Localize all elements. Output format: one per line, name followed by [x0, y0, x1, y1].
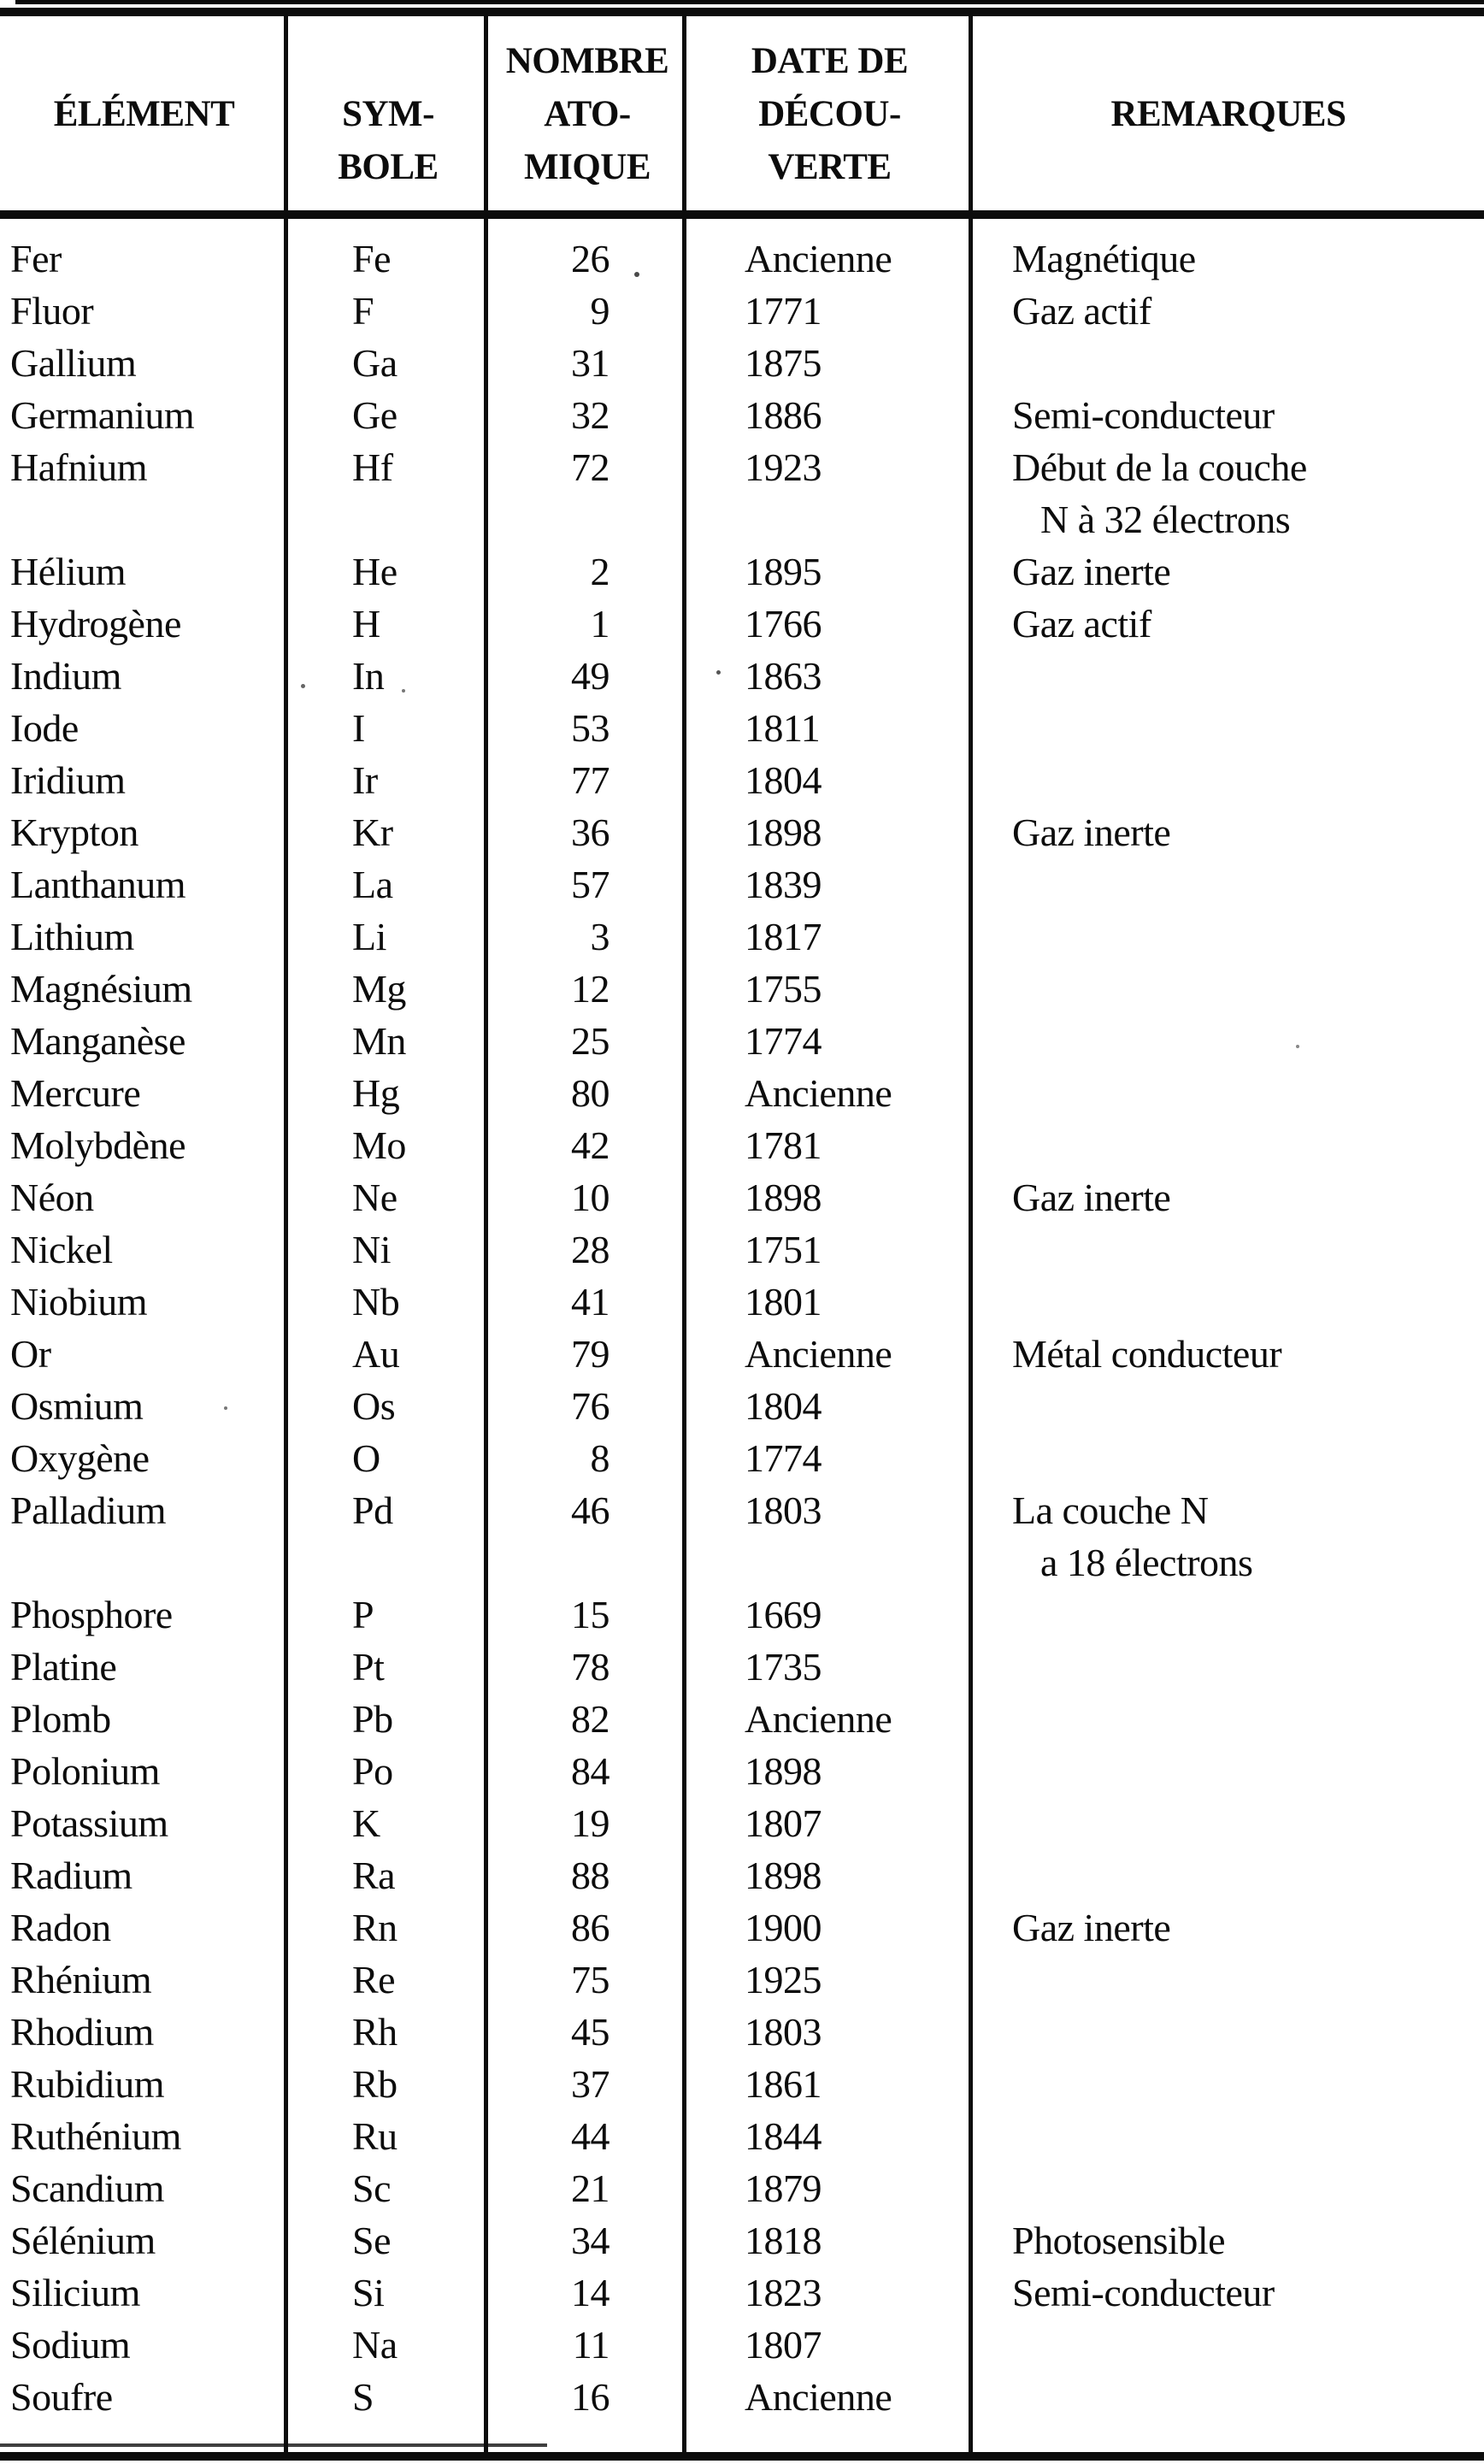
- table-row: [0, 1901, 1484, 1954]
- remarks-cell: [973, 598, 1484, 650]
- scan-speck: [301, 684, 305, 688]
- element-name-cell: Ruthénium: [10, 2114, 181, 2158]
- atomic-number-cell: 26: [571, 237, 610, 280]
- discovery-date-cell: 1823: [745, 2271, 822, 2314]
- symbol-cell: In: [352, 654, 385, 698]
- discovery-date-cell: 1781: [745, 1123, 822, 1167]
- scan-speck: [402, 689, 405, 693]
- atomic-number-cell: 28: [571, 1228, 610, 1271]
- atomic-number-cell: 45: [571, 2010, 610, 2054]
- symbol-cell: Ir: [352, 758, 378, 802]
- remark-line: Gaz actif: [1012, 602, 1151, 645]
- symbol-cell: Hf: [352, 445, 393, 489]
- discovery-date-cell: Ancienne: [745, 1332, 892, 1376]
- remarks-cell: [973, 2319, 1484, 2371]
- symbol-cell: Rh: [352, 2010, 398, 2054]
- symbol-cell: Au: [352, 1332, 400, 1376]
- scan-speck: [1296, 1045, 1299, 1048]
- symbol-cell: Pb: [352, 1697, 393, 1741]
- remarks-cell: [973, 441, 1484, 545]
- discovery-date-cell: 1900: [745, 1906, 822, 1949]
- remarks-cell: [973, 2267, 1484, 2319]
- remarks-cell: [973, 1693, 1484, 1745]
- symbol-cell: H: [352, 602, 380, 645]
- symbol-cell: Li: [352, 915, 386, 958]
- table-row: [0, 754, 1484, 806]
- element-name-cell: Lithium: [10, 915, 134, 958]
- symbol-cell: Se: [352, 2219, 391, 2262]
- symbol-cell: Sc: [352, 2166, 391, 2210]
- scan-speck: [634, 272, 639, 277]
- remarks-cell: [973, 858, 1484, 911]
- element-name-cell: Hafnium: [10, 445, 148, 489]
- discovery-date-cell: 1863: [745, 654, 822, 698]
- remarks-cell: [973, 806, 1484, 858]
- element-name-cell: Indium: [10, 654, 121, 698]
- symbol-cell: Pt: [352, 1645, 385, 1689]
- element-name-cell: Rubidium: [10, 2062, 165, 2106]
- discovery-date-cell: 1818: [745, 2219, 822, 2262]
- remarks-cell: [973, 1745, 1484, 1797]
- symbol-cell: S: [352, 2375, 374, 2419]
- atomic-number-cell: 44: [571, 2114, 610, 2158]
- discovery-date-cell: 1861: [745, 2062, 822, 2106]
- remarks-cell: [973, 2006, 1484, 2058]
- discovery-date-cell: 1735: [745, 1645, 822, 1689]
- discovery-date-cell: Ancienne: [745, 1697, 892, 1741]
- discovery-date-cell: 1803: [745, 1488, 822, 1532]
- element-name-cell: Lanthanum: [10, 863, 186, 906]
- table-top-rule: [0, 8, 1484, 16]
- atomic-number-cell: 1: [590, 602, 610, 645]
- atomic-number-cell: 79: [571, 1332, 610, 1376]
- atomic-number-cell: 8: [590, 1436, 610, 1480]
- table-row: [0, 911, 1484, 963]
- element-name-cell: Néon: [10, 1176, 94, 1219]
- element-name-cell: Hydrogène: [10, 602, 181, 645]
- header-remarks-label: REMARQUES: [1110, 94, 1346, 134]
- discovery-date-cell: 1807: [745, 2323, 822, 2367]
- element-name-cell: Fluor: [10, 289, 94, 333]
- header-element-label: ÉLÉMENT: [53, 94, 235, 134]
- table-row: [0, 1328, 1484, 1380]
- table-row: [0, 441, 1484, 545]
- element-name-cell: Phosphore: [10, 1593, 173, 1636]
- element-name-cell: Fer: [10, 237, 62, 280]
- remarks-cell: [973, 1797, 1484, 1849]
- table-row: [0, 1223, 1484, 1276]
- scan-speck: [716, 670, 721, 675]
- remarks-cell: [973, 2058, 1484, 2110]
- table-row: [0, 1849, 1484, 1901]
- symbol-cell: Os: [352, 1384, 396, 1428]
- atomic-number-cell: 88: [571, 1854, 610, 1897]
- symbol-cell: La: [352, 863, 393, 906]
- header-symbol-column: [288, 16, 488, 210]
- table-row: [0, 702, 1484, 754]
- symbol-cell: Kr: [352, 811, 393, 854]
- element-name-cell: Molybdène: [10, 1123, 186, 1167]
- element-name-cell: Magnésium: [10, 967, 192, 1011]
- discovery-date-cell: 1804: [745, 1384, 822, 1428]
- element-name-cell: Mercure: [10, 1071, 141, 1115]
- symbol-cell: Ru: [352, 2114, 398, 2158]
- remarks-cell: [973, 1432, 1484, 1484]
- header-atomic-number-column: [488, 16, 686, 210]
- atomic-number-cell: 31: [571, 341, 610, 385]
- remarks-cell: [973, 1589, 1484, 1641]
- remark-line: Photosensible: [1012, 2219, 1226, 2262]
- header-discovery-date-label-line2: DÉCOU-: [758, 94, 901, 134]
- remarks-cell: [973, 1328, 1484, 1380]
- atomic-number-cell: 86: [571, 1906, 610, 1949]
- remarks-cell: [973, 1484, 1484, 1589]
- discovery-date-cell: 1669: [745, 1593, 822, 1636]
- remarks-cell: [973, 233, 1484, 285]
- atomic-number-cell: 84: [571, 1749, 610, 1793]
- remarks-cell: [973, 1015, 1484, 1067]
- discovery-date-cell: 1807: [745, 1801, 822, 1845]
- element-name-cell: Niobium: [10, 1280, 148, 1323]
- table-row: [0, 1693, 1484, 1745]
- element-name-cell: Iode: [10, 706, 79, 750]
- table-row: [0, 2006, 1484, 2058]
- atomic-number-cell: 57: [571, 863, 610, 906]
- symbol-cell: K: [352, 1801, 380, 1845]
- element-name-cell: Potassium: [10, 1801, 168, 1845]
- table-row: [0, 1119, 1484, 1171]
- atomic-number-cell: 37: [571, 2062, 610, 2106]
- discovery-date-cell: 1811: [745, 706, 821, 750]
- symbol-cell: Si: [352, 2271, 385, 2314]
- remarks-cell: [973, 285, 1484, 337]
- discovery-date-cell: 1844: [745, 2114, 822, 2158]
- table-row: [0, 1171, 1484, 1223]
- symbol-cell: Ra: [352, 1854, 396, 1897]
- symbol-cell: Fe: [352, 237, 391, 280]
- top-scan-artifact-line: [15, 0, 1484, 4]
- symbol-cell: Na: [352, 2323, 398, 2367]
- atomic-number-cell: 41: [571, 1280, 610, 1323]
- header-discovery-date-label-line1: DATE DE: [751, 41, 909, 81]
- atomic-number-cell: 16: [571, 2375, 610, 2419]
- table-row: [0, 2110, 1484, 2162]
- bottom-scan-artifact-line: [0, 2443, 547, 2447]
- table-row: [0, 1380, 1484, 1432]
- table-row: [0, 1484, 1484, 1589]
- discovery-date-cell: 1886: [745, 393, 822, 437]
- discovery-date-cell: 1755: [745, 967, 822, 1011]
- discovery-date-cell: 1801: [745, 1280, 822, 1323]
- header-atomic-number-label-line3: MIQUE: [524, 147, 651, 187]
- remarks-cell: [973, 754, 1484, 806]
- remarks-cell: [973, 650, 1484, 702]
- discovery-date-cell: 1898: [745, 1176, 822, 1219]
- table-row: [0, 858, 1484, 911]
- symbol-cell: Pd: [352, 1488, 393, 1532]
- remarks-cell: [973, 545, 1484, 598]
- remarks-cell: [973, 1954, 1484, 2006]
- atomic-number-cell: 15: [571, 1593, 610, 1636]
- table-row: [0, 963, 1484, 1015]
- table-row: [0, 1641, 1484, 1693]
- table-row: [0, 650, 1484, 702]
- element-name-cell: Manganèse: [10, 1019, 186, 1063]
- discovery-date-cell: 1771: [745, 289, 822, 333]
- atomic-number-cell: 53: [571, 706, 610, 750]
- symbol-cell: Nb: [352, 1280, 400, 1323]
- symbol-cell: Mo: [352, 1123, 406, 1167]
- discovery-date-cell: 1925: [745, 1958, 822, 2001]
- symbol-cell: He: [352, 550, 398, 593]
- discovery-date-cell: 1774: [745, 1019, 822, 1063]
- atomic-number-cell: 3: [590, 915, 610, 958]
- atomic-number-cell: 10: [571, 1176, 610, 1219]
- discovery-date-cell: 1895: [745, 550, 822, 593]
- header-atomic-number-label-line1: NOMBRE: [505, 41, 669, 81]
- table-row: [0, 545, 1484, 598]
- atomic-number-cell: 12: [571, 967, 610, 1011]
- remarks-cell: [973, 1171, 1484, 1223]
- remark-line: N à 32 électrons: [1040, 498, 1291, 541]
- remark-line: Gaz inerte: [1012, 1906, 1171, 1949]
- remarks-cell: [973, 2110, 1484, 2162]
- atomic-number-cell: 11: [572, 2323, 610, 2367]
- discovery-date-cell: 1879: [745, 2166, 822, 2210]
- table-row: [0, 1797, 1484, 1849]
- element-name-cell: Rhénium: [10, 1958, 152, 2001]
- discovery-date-cell: 1804: [745, 758, 822, 802]
- atomic-number-cell: 21: [571, 2166, 610, 2210]
- remarks-cell: [973, 911, 1484, 963]
- table-body: [0, 219, 1484, 2423]
- element-name-cell: Soufre: [10, 2375, 113, 2419]
- element-name-cell: Silicium: [10, 2271, 140, 2314]
- symbol-cell: Ne: [352, 1176, 398, 1219]
- symbol-cell: Hg: [352, 1071, 400, 1115]
- element-name-cell: Polonium: [10, 1749, 160, 1793]
- table-row: [0, 1745, 1484, 1797]
- element-name-cell: Germanium: [10, 393, 195, 437]
- table-row: [0, 1015, 1484, 1067]
- table-row: [0, 2058, 1484, 2110]
- remarks-cell: [973, 1849, 1484, 1901]
- header-symbol-label-line2: BOLE: [338, 147, 439, 187]
- discovery-date-cell: 1817: [745, 915, 822, 958]
- atomic-number-cell: 77: [571, 758, 610, 802]
- atomic-number-cell: 82: [571, 1697, 610, 1741]
- atomic-number-cell: 78: [571, 1645, 610, 1689]
- element-name-cell: Sélénium: [10, 2219, 156, 2262]
- symbol-cell: F: [352, 289, 374, 333]
- atomic-number-cell: 75: [571, 1958, 610, 2001]
- element-name-cell: Nickel: [10, 1228, 113, 1271]
- remarks-cell: [973, 1901, 1484, 1954]
- table-row: [0, 2319, 1484, 2371]
- discovery-date-cell: 1875: [745, 341, 822, 385]
- remark-line: Début de la couche: [1012, 445, 1307, 489]
- table-row: [0, 1067, 1484, 1119]
- header-separator-rule: [0, 210, 1484, 219]
- table-row: [0, 806, 1484, 858]
- element-name-cell: Platine: [10, 1645, 117, 1689]
- element-name-cell: Gallium: [10, 341, 137, 385]
- symbol-cell: O: [352, 1436, 380, 1480]
- atomic-number-cell: 9: [590, 289, 610, 333]
- table-header: [0, 16, 1484, 210]
- element-name-cell: Krypton: [10, 811, 138, 854]
- element-name-cell: Palladium: [10, 1488, 167, 1532]
- discovery-date-cell: 1923: [745, 445, 822, 489]
- symbol-cell: Mg: [352, 967, 406, 1011]
- table-row: [0, 1954, 1484, 2006]
- element-name-cell: Iridium: [10, 758, 126, 802]
- discovery-date-cell: 1751: [745, 1228, 822, 1271]
- discovery-date-cell: 1898: [745, 811, 822, 854]
- remarks-cell: [973, 1119, 1484, 1171]
- remarks-cell: [973, 1223, 1484, 1276]
- discovery-date-cell: 1898: [745, 1749, 822, 1793]
- remark-line: Métal conducteur: [1012, 1332, 1282, 1376]
- discovery-date-cell: 1774: [745, 1436, 822, 1480]
- header-discovery-date-column: [686, 16, 973, 210]
- symbol-cell: I: [352, 706, 365, 750]
- symbol-cell: Ga: [352, 341, 398, 385]
- element-name-cell: Osmium: [10, 1384, 144, 1428]
- element-name-cell: Hélium: [10, 550, 126, 593]
- remark-line: La couche N: [1012, 1488, 1209, 1532]
- discovery-date-cell: 1898: [745, 1854, 822, 1897]
- element-name-cell: Radon: [10, 1906, 111, 1949]
- remark-line: Semi-conducteur: [1012, 393, 1275, 437]
- discovery-date-cell: 1803: [745, 2010, 822, 2054]
- table-bottom-rule: [0, 2452, 1484, 2461]
- atomic-number-cell: 14: [571, 2271, 610, 2314]
- remark-line: Gaz actif: [1012, 289, 1151, 333]
- discovery-date-cell: Ancienne: [745, 2375, 892, 2419]
- atomic-number-cell: 42: [571, 1123, 610, 1167]
- discovery-date-cell: 1766: [745, 602, 822, 645]
- table-row: [0, 2162, 1484, 2214]
- atomic-number-cell: 25: [571, 1019, 610, 1063]
- element-name-cell: Sodium: [10, 2323, 131, 2367]
- symbol-cell: Ni: [352, 1228, 391, 1271]
- symbol-cell: Mn: [352, 1019, 406, 1063]
- symbol-cell: P: [352, 1593, 374, 1636]
- header-remarks-column: [973, 16, 1484, 210]
- header-atomic-number-label-line2: ATO-: [544, 94, 631, 134]
- remarks-cell: [973, 2162, 1484, 2214]
- element-name-cell: Scandium: [10, 2166, 164, 2210]
- scan-speck: [224, 1406, 227, 1410]
- atomic-number-cell: 72: [571, 445, 610, 489]
- header-discovery-date-label-line3: VERTE: [768, 147, 892, 187]
- remark-line: a 18 électrons: [1040, 1541, 1253, 1584]
- table-row: [0, 2214, 1484, 2267]
- symbol-cell: Ge: [352, 393, 398, 437]
- remark-line: Gaz inerte: [1012, 550, 1171, 593]
- symbol-cell: Re: [352, 1958, 396, 2001]
- header-symbol-label-line1: SYM-: [342, 94, 434, 134]
- table-row: [0, 1589, 1484, 1641]
- element-name-cell: Plomb: [10, 1697, 111, 1741]
- remark-line: Magnétique: [1012, 237, 1196, 280]
- symbol-cell: Rn: [352, 1906, 398, 1949]
- table-row: [0, 285, 1484, 337]
- discovery-date-cell: Ancienne: [745, 1071, 892, 1115]
- remarks-cell: [973, 1380, 1484, 1432]
- atomic-number-cell: 2: [590, 550, 610, 593]
- element-name-cell: Or: [10, 1332, 51, 1376]
- atomic-number-cell: 36: [571, 811, 610, 854]
- remarks-cell: [973, 1067, 1484, 1119]
- table-row: [0, 598, 1484, 650]
- element-name-cell: Oxygène: [10, 1436, 150, 1480]
- table-row: [0, 337, 1484, 389]
- atomic-number-cell: 34: [571, 2219, 610, 2262]
- atomic-number-cell: 49: [571, 654, 610, 698]
- atomic-number-cell: 46: [571, 1488, 610, 1532]
- remark-line: Gaz inerte: [1012, 1176, 1171, 1219]
- atomic-number-cell: 80: [571, 1071, 610, 1115]
- symbol-cell: Po: [352, 1749, 393, 1793]
- atomic-number-cell: 76: [571, 1384, 610, 1428]
- atomic-number-cell: 19: [571, 1801, 610, 1845]
- remarks-cell: [973, 702, 1484, 754]
- remarks-cell: [973, 2371, 1484, 2423]
- discovery-date-cell: Ancienne: [745, 237, 892, 280]
- table-row: [0, 1432, 1484, 1484]
- remarks-cell: [973, 963, 1484, 1015]
- remark-line: Gaz inerte: [1012, 811, 1171, 854]
- discovery-date-cell: 1839: [745, 863, 822, 906]
- table-row: [0, 2267, 1484, 2319]
- table-row: [0, 1276, 1484, 1328]
- remarks-cell: [973, 1641, 1484, 1693]
- element-name-cell: Radium: [10, 1854, 132, 1897]
- table-row: [0, 233, 1484, 285]
- element-name-cell: Rhodium: [10, 2010, 154, 2054]
- remarks-cell: [973, 2214, 1484, 2267]
- header-element-column: [0, 16, 288, 210]
- remark-line: Semi-conducteur: [1012, 2271, 1275, 2314]
- remarks-cell: [973, 389, 1484, 441]
- atomic-number-cell: 32: [571, 393, 610, 437]
- table-row: [0, 389, 1484, 441]
- table-row: [0, 2371, 1484, 2423]
- symbol-cell: Rb: [352, 2062, 398, 2106]
- remarks-cell: [973, 337, 1484, 389]
- remarks-cell: [973, 1276, 1484, 1328]
